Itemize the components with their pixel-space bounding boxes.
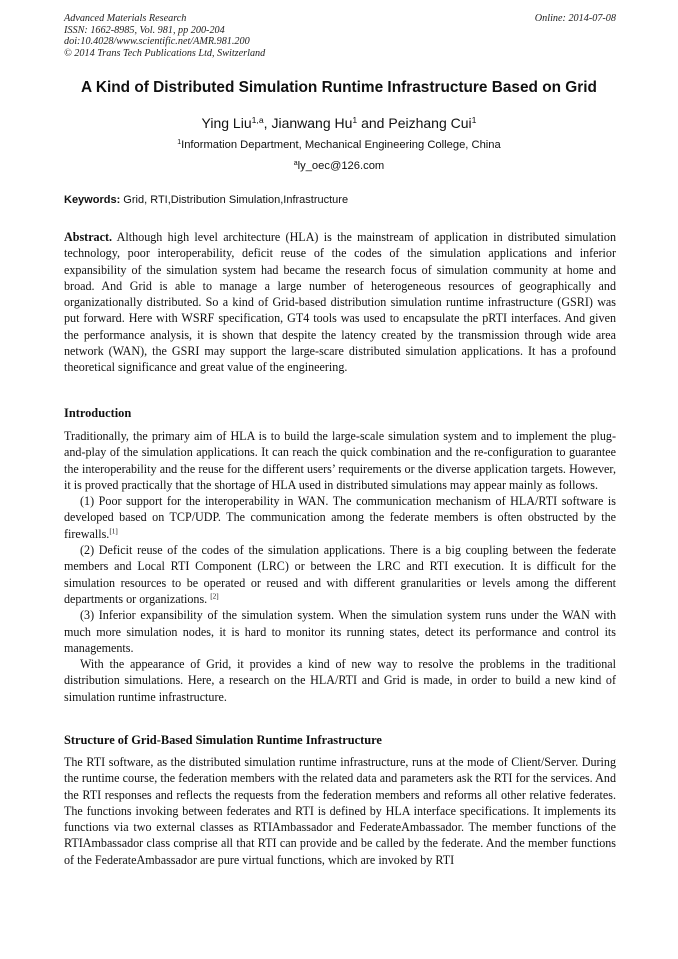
- author-affiliation-mark: 1: [352, 115, 358, 126]
- author-list: [0, 115, 678, 131]
- email-address: ly_oec@126.com: [297, 160, 385, 172]
- author-name: Ying Liu: [201, 115, 252, 131]
- journal-name: Advanced Materials Research: [64, 13, 187, 24]
- doi-line: doi:10.4028/www.scientific.net/AMR.981.200: [64, 36, 250, 48]
- author-name: Peizhang Cui: [388, 115, 472, 131]
- affiliation-text: Information Department, Mechanical Engineering College, China: [181, 139, 501, 151]
- paragraph: The RTI software, as the distributed simulation runtime infrastructure, runs at the mode of Client/Server. During the runtime course, the federation members with the related data and parameters ask the RTI for the services. And the RTI responses and reflects the requests from the federation members and reforms all other relative federates. The functions invoking between federates and RTI is defined by HLA interface specifications. It implements its functions via two external classes as RTIAmbassador and FederateAmbassador. The member functions of the RTIAmbassador class comprise all that RTI can provide and be called by the federate. And the member functions of the FederateAmbassador are pure virtual functions, which are invoked by RTI: [64, 755, 616, 867]
- author-name: Jianwang Hu: [271, 115, 353, 131]
- abstract-paragraph: [64, 229, 616, 376]
- author-separator: ,: [263, 115, 272, 131]
- citation-ref: [1]: [109, 527, 118, 536]
- introduction-section: [64, 428, 616, 705]
- section-heading-introduction: Introduction: [64, 406, 132, 420]
- issn-line: ISSN: 1662-8985, Vol. 981, pp 200-204: [64, 24, 225, 36]
- paragraph: (3) Inferior expansibility of the simulation system. When the simulation system runs under the WAN with much more simulation nodes, it is hard to monitor its running states, detect its performance and control its managements.: [64, 608, 616, 655]
- publication-info: [64, 13, 265, 59]
- copyright-line: © 2014 Trans Tech Publications Ltd, Switzerland: [64, 47, 266, 59]
- section-heading-structure: Structure of Grid-Based Simulation Runtime Infrastructure: [64, 733, 382, 747]
- author-separator: and: [357, 115, 389, 131]
- contact-email: [0, 160, 678, 172]
- paragraph: Traditionally, the primary aim of HLA is to build the large-scale simulation system and to implement the plug-and-play of the simulation applications. It can reach the quick combination and the re-configuration to guarantee the interoperability and the reuse for the different users’ requirements or the diverse application targets. However, it is proved practically that the shortage of HLA used in distributed simulations may appear mainly as follows.: [64, 429, 616, 492]
- paragraph: [64, 542, 616, 607]
- affiliation-mark: 1: [177, 139, 182, 147]
- keywords-text: Grid, RTI,Distribution Simulation,Infrastructure: [120, 194, 349, 206]
- paragraph: [64, 493, 616, 542]
- author-affiliation-mark: 1,a: [251, 115, 264, 126]
- keywords-line: [64, 194, 616, 206]
- paragraph-text: (2) Deficit reuse of the codes of the simulation applications. There is a big coupling between the federate members and Local RTI Component (LRC) or between the LRC and RTI execution. It is difficult for the simulation resources to be operated or reused and with different granularities or levels among the different departments or organizations.: [64, 543, 616, 606]
- abstract-text: Although high level architecture (HLA) is the mainstream of application in distributed simulation technology, poor interoperability, deficit reuse of the codes of the simulation applications and inferior expansibility of the simulation system had became the research focus of simulation community at home and broad. And Grid is able to manage a large number of heterogeneous resources of geographically and organizationally distributed. So a kind of Grid-based distribution simulation runtime infrastructure (GSRI) was put forward. Here with WSRF specification, GT4 tools was used to encapsulate the pRTI interfaces. And given the performance analysis, it is shown that despite the latency created by the transmission through wide area network (WAN), the GSRI may support the large-scare distributed simulation applications. It has a profound theoretical significance and great value of the engineering.: [64, 230, 616, 375]
- running-header: [64, 13, 616, 59]
- abstract-label: Abstract.: [64, 230, 113, 244]
- citation-ref: [2]: [210, 592, 219, 601]
- email-mark: a: [293, 160, 298, 168]
- author-affiliation-mark: 1: [471, 115, 477, 126]
- structure-section: [64, 754, 616, 868]
- abstract-section: [64, 229, 616, 376]
- keywords-label: Keywords:: [64, 194, 121, 206]
- paragraph: With the appearance of Grid, it provides a kind of new way to resolve the problems in the traditional distribution simulations. Here, a research on the HLA/RTI and Grid is made, in order to build a new kind of simulation runtime infrastructure.: [64, 657, 616, 704]
- paper-title: A Kind of Distributed Simulation Runtime Infrastructure Based on Grid: [81, 79, 597, 96]
- affiliation: [0, 139, 678, 151]
- online-date: Online: 2014-07-08: [534, 13, 616, 24]
- paragraph-text: (1) Poor support for the interoperability in WAN. The communication mechanism of HLA/RTI software is developed based on TCP/UDP. The communication among the federate members is often obstructed by the firewalls.: [64, 494, 616, 541]
